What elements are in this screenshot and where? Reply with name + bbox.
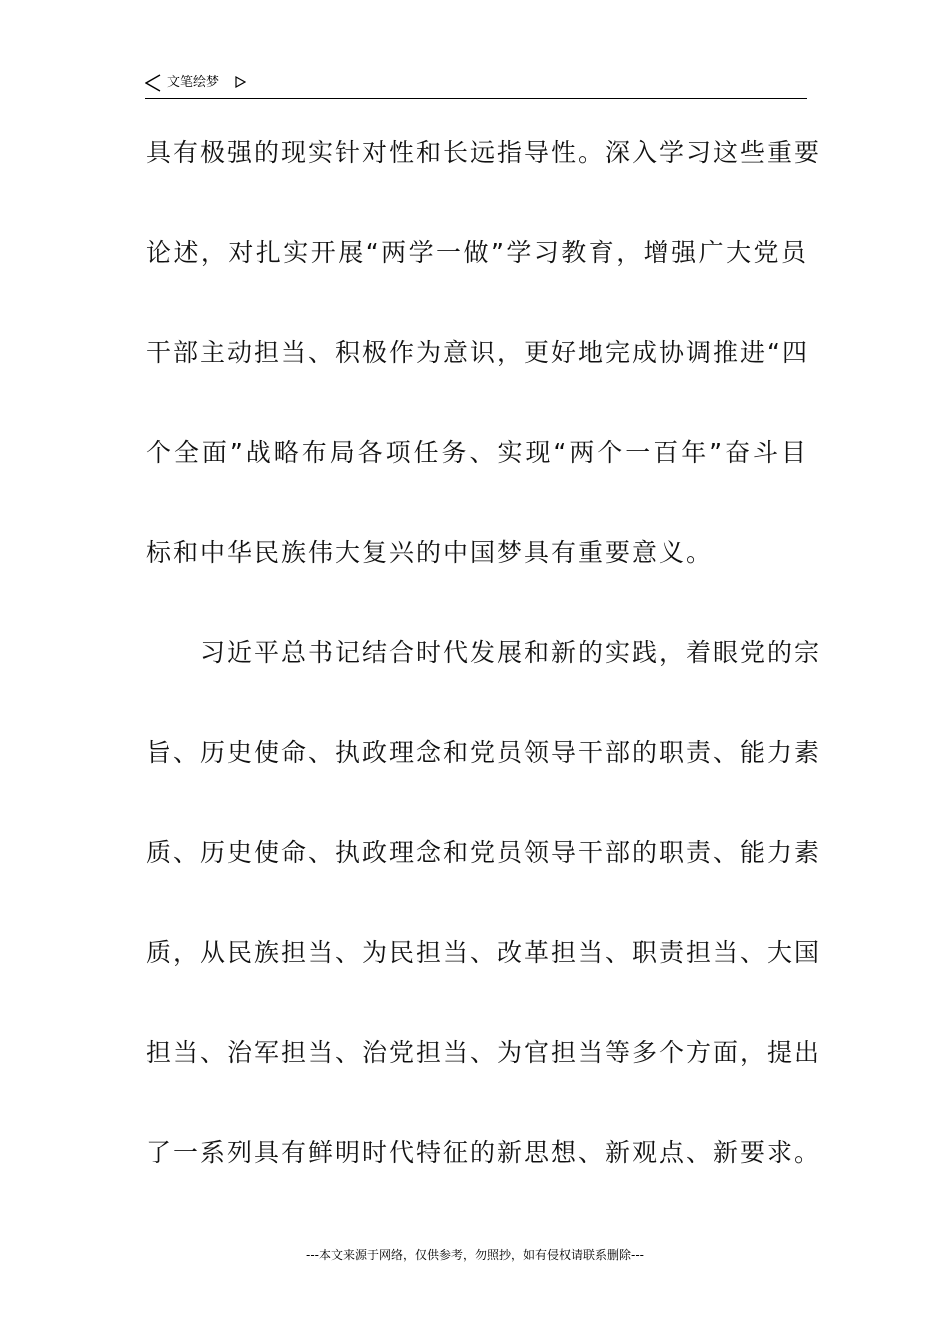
text-line: 担当、治军担当、治党担当、为官担当等多个方面，提出 [146, 1038, 822, 1067]
text-line: 个全面”战略布局各项任务、实现“两个一百年”奋斗目 [146, 438, 808, 467]
text-line: 质，从民族担当、为民担当、改革担当、职责担当、大国 [146, 938, 822, 967]
paragraph-start-line: 习近平总书记结合时代发展和新的实践，着眼党的宗 [200, 638, 822, 667]
text-line: 论述，对扎实开展“两学一做”学习教育，增强广大党员 [146, 238, 808, 267]
text-line: 质、历史使命、执政理念和党员领导干部的职责、能力素 [146, 838, 822, 867]
text-line: 了一系列具有鲜明时代特征的新思想、新观点、新要求。 [146, 1138, 822, 1167]
triangle-left-icon [145, 74, 161, 92]
page-header [145, 72, 807, 99]
triangle-right-icon [235, 76, 246, 88]
header-title: 文笔绘梦 [167, 75, 220, 90]
text-line: 旨、历史使命、执政理念和党员领导干部的职责、能力素 [146, 738, 822, 767]
footer-disclaimer: ---本文来源于网络，仅供参考，勿照抄，如有侵权请联系删除--- [306, 1248, 644, 1262]
text-line: 干部主动担当、积极作为意识，更好地完成协调推进“四 [146, 338, 809, 367]
text-line: 标和中华民族伟大复兴的中国梦具有重要意义。 [146, 538, 714, 567]
text-line: 具有极强的现实针对性和长远指导性。深入学习这些重要 [146, 138, 822, 167]
